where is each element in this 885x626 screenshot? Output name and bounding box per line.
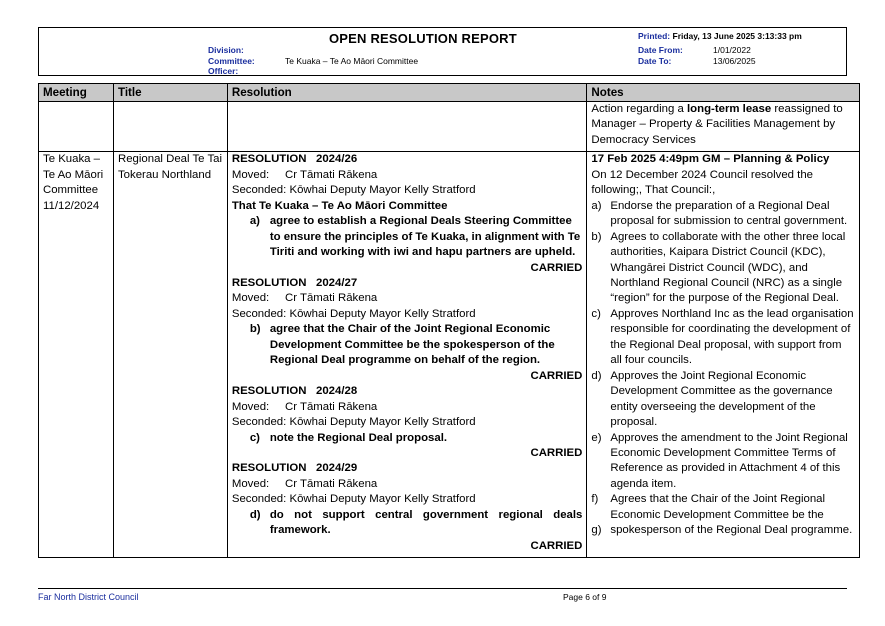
item-letter: a) xyxy=(249,215,260,228)
table-row xyxy=(39,152,860,558)
resolution-item xyxy=(232,214,583,260)
moved-line: Moved: Cr Tāmati Rākena xyxy=(231,400,378,413)
carryover-resolution-cell xyxy=(227,102,587,152)
notes-item xyxy=(591,369,855,431)
notes-intro: On 12 December 2024 Council resolved the following;, That Council:, xyxy=(591,168,813,197)
resolution-heading: RESOLUTION 2024/26 xyxy=(231,153,358,166)
notes-heading: 17 Feb 2025 4:49pm GM – Planning & Policy xyxy=(591,153,830,166)
resolution-item xyxy=(232,322,583,368)
meeting-cell xyxy=(39,152,114,558)
resolution-heading: RESOLUTION 2024/27 xyxy=(231,276,358,289)
notes-item-text: spokesperson of the Regional Deal programme. xyxy=(610,524,853,537)
column-header-resolution: Resolution xyxy=(227,84,587,102)
column-header-notes: Notes xyxy=(587,84,860,102)
officer-label: Officer: xyxy=(208,66,239,76)
date-from-label: Date From: xyxy=(638,45,683,55)
item-letter: d) xyxy=(249,508,261,521)
resolution-table xyxy=(38,83,860,558)
notes-item xyxy=(591,492,855,523)
notes-item xyxy=(591,307,855,369)
meeting-line: Te Ao Māori xyxy=(43,168,104,181)
notes-item-letter: g) xyxy=(591,524,602,537)
notes-item-letter: e) xyxy=(591,431,602,444)
printed-stamp xyxy=(638,31,802,41)
seconded-line: Seconded: Kōwhai Deputy Mayor Kelly Stratford xyxy=(231,184,476,197)
division-label: Division: xyxy=(208,45,244,55)
column-header-title: Title xyxy=(113,84,227,102)
seconded-line: Seconded: Kōwhai Deputy Mayor Kelly Stratford xyxy=(231,416,476,429)
item-text: agree to establish a Regional Deals Steering Committee to ensure the principles of Te Kuaka, in alignment with Te Tiriti and working with iwi and hapu partners are upheld. xyxy=(269,215,581,259)
notes-item xyxy=(591,523,855,538)
notes-item-text: Agrees to collaborate with the other three local authorities, Kaipara District Council (KDC), Whangārei District Council (WDC), and Northland Regional Council (NRC) as a single “region” for the purpose of the Regional Deal. xyxy=(610,230,846,305)
item-text: agree that the Chair of the Joint Regional Economic Development Committee be the spokesperson of the Regional Deal programme on behalf of the region. xyxy=(269,323,555,367)
carryover-title-cell xyxy=(113,102,227,152)
item-letter: b) xyxy=(249,323,261,336)
carryover-suffix: reassigned to Manager – Property & Facilities Management by Democracy Services xyxy=(591,103,843,146)
resolution-intro: That Te Kuaka – Te Ao Māori Committee xyxy=(231,199,448,212)
item-letter: c) xyxy=(249,431,260,444)
notes-item-letter: b) xyxy=(591,230,602,243)
table-row-carryover xyxy=(39,102,860,152)
carried-status: CARRIED xyxy=(530,539,583,552)
item-text: note the Regional Deal proposal. xyxy=(269,431,448,444)
notes-item-text: Endorse the preparation of a Regional Deal proposal for submission to central government. xyxy=(610,199,848,228)
footer-council-name: Far North District Council xyxy=(38,592,139,602)
committee-label: Committee: xyxy=(208,55,255,66)
moved-line: Moved: Cr Tāmati Rākena xyxy=(231,168,378,181)
footer-page-number: Page 6 of 9 xyxy=(563,592,607,602)
item-text: do not support central government regional deals framework. xyxy=(269,508,583,537)
resolution-cell xyxy=(227,152,587,558)
notes-item xyxy=(591,230,855,307)
notes-item xyxy=(591,431,855,493)
report-title: OPEN RESOLUTION REPORT xyxy=(329,31,517,46)
committee-value: Te Kuaka – Te Ao Māori Committee xyxy=(285,55,419,66)
title-line: Tokerau Northland xyxy=(117,168,212,181)
carried-status: CARRIED xyxy=(530,446,583,459)
meeting-line: Committee xyxy=(43,184,99,197)
printed-value: Friday, 13 June 2025 3:13:33 pm xyxy=(672,31,802,41)
column-header-meeting: Meeting xyxy=(39,84,114,102)
printed-label: Printed: xyxy=(638,31,671,41)
resolution-item xyxy=(232,431,583,446)
notes-item-text: Agrees that the Chair of the Joint Regional Economic Development Committee be the xyxy=(610,493,826,521)
title-cell xyxy=(113,152,227,558)
resolution-heading: RESOLUTION 2024/29 xyxy=(231,462,358,475)
report-header xyxy=(38,27,847,76)
resolution-heading: RESOLUTION 2024/28 xyxy=(231,385,358,398)
meeting-line: Te Kuaka – xyxy=(43,153,100,166)
date-to-label: Date To: xyxy=(638,55,672,66)
title-line: Regional Deal Te Tai xyxy=(117,153,223,166)
notes-cell xyxy=(587,152,860,558)
notes-item-text: Approves the amendment to the Joint Regional Economic Development Committee Terms of Reference as provided in Attachment 4 of this agenda item. xyxy=(610,431,848,490)
carryover-notes-cell xyxy=(587,102,860,152)
notes-item-text: Approves Northland Inc as the lead organisation responsible for coordinating the development of the Regional Deal proposal, with support from all four councils. xyxy=(610,307,854,367)
carryover-meeting-cell xyxy=(39,102,114,152)
date-from-value: 1/01/2022 xyxy=(713,45,751,55)
notes-item-text: Approves the Joint Regional Economic Development Committee as the governance entity overseeing the development of the proposal. xyxy=(610,369,833,429)
notes-item-letter: a) xyxy=(591,199,602,212)
notes-item-letter: c) xyxy=(591,307,601,320)
seconded-line: Seconded: Kōwhai Deputy Mayor Kelly Stratford xyxy=(231,307,476,320)
footer-divider xyxy=(38,588,847,589)
notes-item xyxy=(591,199,855,230)
meeting-date: 11/12/2024 xyxy=(43,199,100,212)
moved-line: Moved: Cr Tāmati Rākena xyxy=(231,477,378,490)
notes-item-letter: f) xyxy=(591,493,599,506)
carried-status: CARRIED xyxy=(530,369,583,382)
resolution-item xyxy=(232,508,583,539)
notes-item-letter: d) xyxy=(591,369,602,382)
carryover-prefix: Action regarding a xyxy=(591,103,687,115)
date-to-value: 13/06/2025 xyxy=(713,55,756,66)
carryover-bold: long-term lease xyxy=(687,103,772,115)
moved-line: Moved: Cr Tāmati Rākena xyxy=(231,292,378,305)
carried-status: CARRIED xyxy=(530,261,583,274)
seconded-line: Seconded: Kōwhai Deputy Mayor Kelly Stratford xyxy=(231,493,476,506)
table-header-row xyxy=(39,84,860,102)
